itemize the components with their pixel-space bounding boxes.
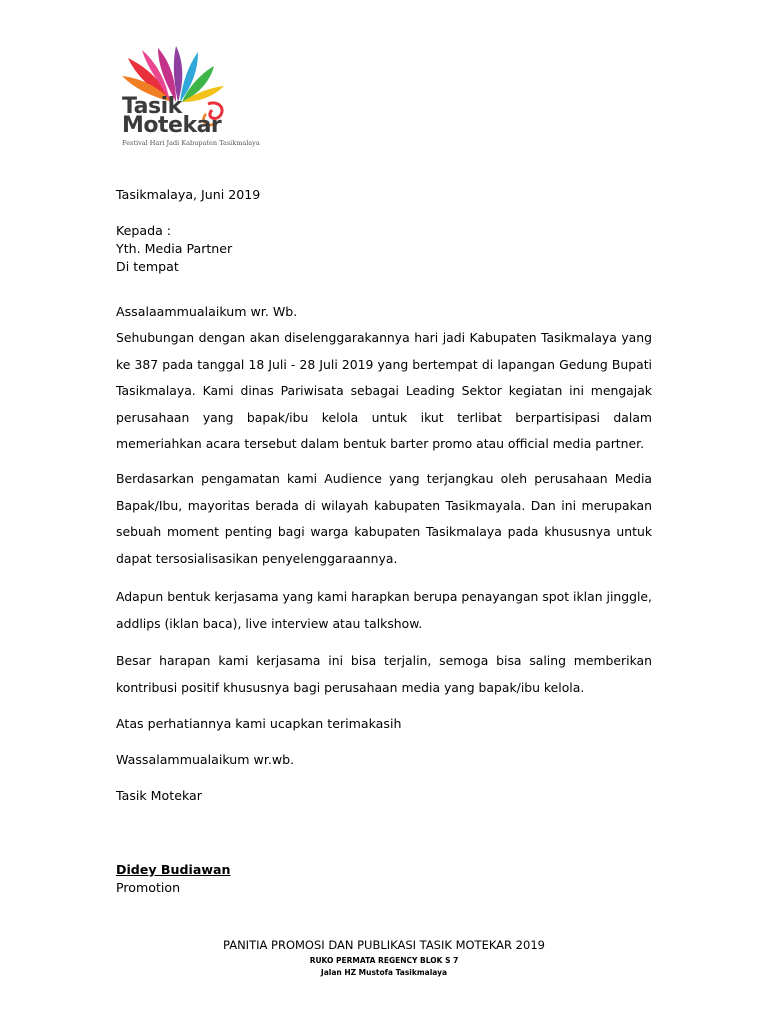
footer-organization: PANITIA PROMOSI DAN PUBLIKASI TASIK MOTEKAR 2019 bbox=[223, 938, 545, 952]
footer-address-line-1: RUKO PERMATA REGENCY BLOK S 7 bbox=[309, 956, 459, 965]
signer-title: Promotion bbox=[116, 880, 181, 895]
paragraph-3: Adapun bentuk kerjasama yang kami harapkan berupa penayangan spot iklan jinggle, addlips (iklan baca), live interview atau talkshow. bbox=[116, 589, 652, 631]
recipient-block bbox=[116, 222, 652, 276]
logo-word-tasik: Tasik bbox=[122, 94, 182, 119]
recipient-name: Yth. Media Partner bbox=[116, 241, 233, 256]
signer-name: Didey Budiawan bbox=[116, 862, 231, 877]
tasik-motekar-logo bbox=[114, 44, 260, 152]
paragraph-4: Besar harapan kami kerjasama ini bisa terjalin, semoga bisa saling memberikan kontribusi positif khususnya bagi perusahaan media yang bapak/ibu kelola. bbox=[116, 653, 652, 695]
paragraph-1: Sehubungan dengan akan diselenggarakannya hari jadi Kabupaten Tasikmalaya yang ke 387 pada tanggal 18 Juli - 28 Juli 2019 yang bertempat di lapangan Gedung Bupati Tasikmalaya. Kami dinas Pariwisata sebagai Leading Sektor kegiatan ini mengajak perusahaan yang bapak/ibu kelola untuk ikut terlibat berpartisipasi dalam memeriahkan acara tersebut dalam bentuk barter promo atau official media partner. bbox=[116, 330, 652, 451]
closing-salutation: Wassalammualaikum wr.wb. bbox=[116, 752, 295, 767]
greeting: Assalaammualaikum wr. Wb. bbox=[116, 304, 298, 319]
sender-name: Tasik Motekar bbox=[116, 788, 202, 803]
place-date: Tasikmalaya, Juni 2019 bbox=[116, 187, 261, 202]
paragraph-2: Berdasarkan pengamatan kami Audience yang terjangkau oleh perusahaan Media Bapak/Ibu, mayoritas berada di wilayah kabupaten Tasikmayala. Dan ini merupakan sebuah moment penting bagi warga kabupaten Tasikmalaya pada khususnya untuk dapat tersosialisasikan penyelenggaraannya. bbox=[116, 471, 652, 566]
thanks-line: Atas perhatiannya kami ucapkan terimakasih bbox=[116, 716, 402, 731]
recipient-place: Di tempat bbox=[116, 259, 179, 274]
recipient-kepada: Kepada : bbox=[116, 223, 172, 238]
logo-word-motekar: Motekar bbox=[122, 113, 222, 138]
logo-tagline: Festival Hari Jadi Kabupaten Tasikmalaya bbox=[122, 139, 260, 147]
footer-address-line-2: Jalan HZ Mustofa Tasikmalaya bbox=[320, 968, 448, 977]
